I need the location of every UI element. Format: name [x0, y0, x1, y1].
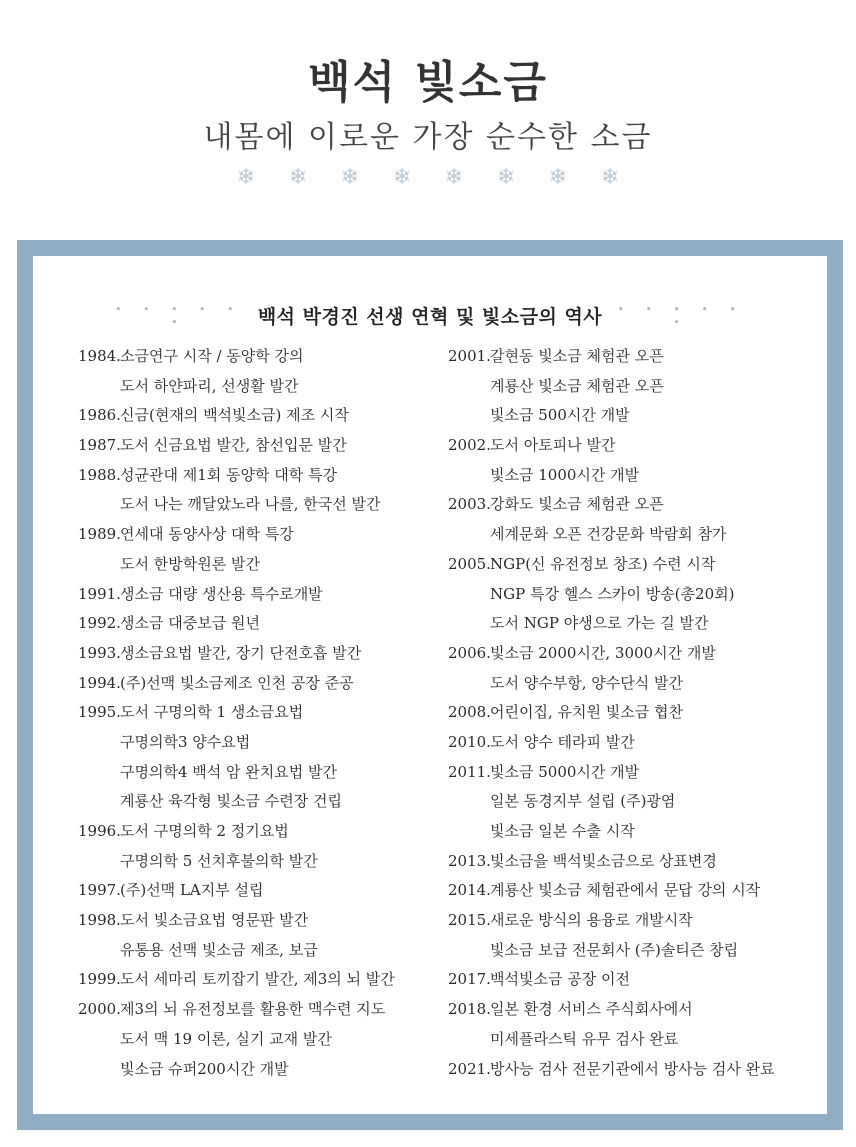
timeline-text: 어린이집, 유치원 빛소금 협찬 — [490, 703, 683, 722]
timeline-year: 1992. — [78, 614, 121, 633]
timeline-text: 도서 맥 19 이론, 실기 교재 발간 — [120, 1029, 332, 1048]
timeline-row — [78, 728, 438, 758]
timeline-row — [448, 490, 818, 520]
timeline-year: 2000. — [78, 1000, 121, 1019]
timeline-year: 2011. — [448, 762, 491, 781]
timeline-year: 1988. — [78, 465, 121, 484]
timeline-row — [448, 639, 818, 669]
timeline-text: 생소금 대중보급 원년 — [120, 614, 260, 633]
timeline-row — [448, 698, 818, 728]
page-title: 백석 빛소금 — [308, 57, 548, 108]
timeline-row — [78, 817, 438, 847]
timeline-text: (주)선맥 LA지부 설립 — [120, 881, 264, 900]
timeline-text: 도서 빛소금요법 영문판 발간 — [120, 911, 309, 930]
timeline-row — [448, 1055, 818, 1085]
timeline-year: 2017. — [448, 970, 491, 989]
timeline-text: 빛소금 500시간 개발 — [490, 406, 630, 425]
timeline-text: 빛소금 슈퍼200시간 개발 — [120, 1059, 289, 1078]
timeline-left-column — [78, 342, 438, 1084]
timeline-row — [448, 431, 818, 461]
timeline-row — [448, 936, 818, 966]
timeline-row — [78, 906, 438, 936]
snowflake-icon: ❄ — [548, 165, 568, 190]
timeline-row — [78, 580, 438, 610]
timeline-text: (주)선맥 빛소금제조 인천 공장 준공 — [120, 673, 354, 692]
timeline-year: 2010. — [448, 732, 491, 751]
timeline-text: 도서 세마리 토끼잡기 발간, 제3의 뇌 발간 — [120, 970, 395, 989]
timeline-year: 2005. — [448, 554, 491, 573]
timeline-row — [78, 1025, 438, 1055]
timeline-row — [78, 431, 438, 461]
timeline-year: 2018. — [448, 1000, 491, 1019]
timeline-year: 2002. — [448, 436, 491, 455]
timeline-row — [78, 965, 438, 995]
timeline-text: 구명의학 5 선치후불의학 발간 — [120, 851, 318, 870]
panel-header — [33, 302, 827, 329]
timeline-year: 2008. — [448, 703, 491, 722]
timeline-text: 빛소금 1000시간 개발 — [490, 465, 640, 484]
snowflake-icon: ❄ — [496, 165, 516, 190]
timeline-row — [448, 847, 818, 877]
timeline-text: 계룡산 육각형 빛소금 수련장 건립 — [120, 792, 342, 811]
timeline-row — [448, 817, 818, 847]
snowflake-icon: ❄ — [288, 165, 308, 190]
timeline-text: 성균관대 제1회 동양학 대학 특강 — [120, 465, 337, 484]
timeline-row — [448, 520, 818, 550]
dots-left: • • • • • • — [115, 302, 243, 329]
timeline-year: 1998. — [78, 911, 121, 930]
timeline-row — [78, 401, 438, 431]
timeline-year: 1995. — [78, 703, 121, 722]
timeline-year: 2013. — [448, 851, 491, 870]
timeline-row — [448, 758, 818, 788]
timeline-year: 2015. — [448, 911, 491, 930]
timeline-text: 도서 구명의학 2 정기요법 — [120, 822, 289, 840]
timeline-row — [448, 342, 818, 372]
timeline-year: 1994. — [78, 673, 121, 692]
timeline-row — [78, 876, 438, 906]
timeline-year: 1996. — [78, 822, 121, 840]
timeline-year: 1997. — [78, 881, 121, 900]
timeline-text: 새로운 방식의 용융로 개발시작 — [490, 911, 693, 930]
timeline-text: 도서 나는 깨달았노라 나를, 한국선 발간 — [120, 495, 381, 514]
timeline-text: 도서 아토피나 발간 — [490, 436, 616, 455]
timeline-row — [448, 609, 818, 639]
timeline-year: 1993. — [78, 643, 121, 662]
snowflake-divider — [0, 165, 856, 190]
timeline-text: 미세플라스틱 유무 검사 완료 — [490, 1029, 679, 1048]
timeline-row — [448, 372, 818, 402]
timeline-year: 1984. — [78, 347, 121, 365]
timeline-text: 백석빛소금 공장 이전 — [490, 970, 630, 989]
timeline-row — [78, 758, 438, 788]
timeline-text: 신금(현재의 백석빛소금) 제조 시작 — [120, 406, 349, 425]
timeline-text: 소금연구 시작 / 동양학 강의 — [120, 347, 304, 365]
timeline-row — [448, 876, 818, 906]
history-panel — [33, 256, 827, 1114]
timeline-year: 1991. — [78, 584, 121, 603]
timeline-row — [448, 728, 818, 758]
timeline-text: 유통용 선맥 빛소금 제조, 보급 — [120, 940, 318, 959]
timeline-text: 계룡산 빛소금 체험관 오픈 — [490, 376, 664, 395]
snowflake-icon: ❄ — [600, 165, 620, 190]
timeline-row — [448, 550, 818, 580]
panel-title: 백석 박경진 선생 연혁 및 빛소금의 역사 — [257, 306, 603, 328]
timeline-text: NGP(신 유전정보 창조) 수련 시작 — [490, 554, 716, 573]
timeline-text: 강화도 빛소금 체험관 오픈 — [490, 495, 664, 514]
timeline-year: 1987. — [78, 436, 121, 455]
timeline-text: 세계문화 오픈 건강문화 박람회 참가 — [490, 525, 727, 544]
timeline-row — [448, 669, 818, 699]
timeline-text: 구명의학4 백석 암 완치요법 발간 — [120, 762, 337, 781]
timeline-text: 빛소금을 백석빛소금으로 상표변경 — [490, 851, 717, 870]
timeline-text: 일본 동경지부 설립 (주)광염 — [490, 792, 676, 811]
timeline-year: 2021. — [448, 1059, 491, 1078]
snowflake-icon: ❄ — [392, 165, 412, 190]
timeline-text: 도서 한방학원론 발간 — [120, 554, 260, 573]
timeline-year: 2003. — [448, 495, 491, 514]
timeline-text: 도서 신금요법 발간, 참선입문 발간 — [120, 436, 347, 455]
timeline-right-column — [448, 342, 818, 1084]
timeline-row — [78, 461, 438, 491]
timeline-text: 연세대 동양사상 대학 특강 — [120, 525, 294, 544]
timeline-text: 도서 양수부항, 양수단식 발간 — [490, 673, 683, 692]
timeline-row — [78, 520, 438, 550]
timeline-text: 빛소금 2000시간, 3000시간 개발 — [490, 643, 716, 662]
timeline-text: 구명의학3 양수요법 — [120, 732, 251, 751]
timeline-row — [78, 490, 438, 520]
timeline-text: NGP 특강 헬스 스카이 방송(총20회) — [490, 584, 735, 603]
snowflake-icon: ❄ — [444, 165, 464, 190]
timeline-row — [78, 936, 438, 966]
timeline-text: 빛소금 보급 전문회사 (주)솔티즌 창립 — [490, 940, 739, 959]
timeline-text: 갈현동 빛소금 체험관 오픈 — [490, 347, 664, 365]
timeline-row — [448, 787, 818, 817]
timeline-text: 계룡산 빛소금 체험관에서 문답 강의 시작 — [490, 881, 761, 900]
timeline-row — [448, 461, 818, 491]
timeline-row — [448, 906, 818, 936]
timeline-text: 제3의 뇌 유전정보를 활용한 맥수련 지도 — [120, 1000, 386, 1019]
timeline-row — [448, 995, 818, 1025]
timeline-year: 1989. — [78, 525, 121, 544]
snowflake-icon: ❄ — [236, 165, 256, 190]
timeline-text: 생소금요법 발간, 장기 단전호흡 발간 — [120, 643, 362, 662]
timeline-row — [78, 550, 438, 580]
timeline-row — [78, 342, 438, 372]
timeline-text: 도서 구명의학 1 생소금요법 — [120, 703, 304, 722]
timeline-text: 도서 하얀파리, 선생활 발간 — [120, 376, 299, 395]
timeline-row — [78, 847, 438, 877]
timeline-text: 생소금 대량 생산용 특수로개발 — [120, 584, 323, 603]
timeline-row — [448, 1025, 818, 1055]
timeline-year: 2014. — [448, 881, 491, 900]
timeline-row — [78, 787, 438, 817]
timeline-text: 도서 NGP 야생으로 가는 길 발간 — [490, 614, 709, 633]
history-frame — [17, 240, 843, 1130]
snowflake-icon: ❄ — [340, 165, 360, 190]
timeline-row — [78, 372, 438, 402]
timeline-row — [448, 580, 818, 610]
timeline-row — [78, 639, 438, 669]
timeline-row — [78, 698, 438, 728]
timeline-row — [78, 669, 438, 699]
timeline-text: 방사능 검사 전문기관에서 방사능 검사 완료 — [490, 1059, 775, 1078]
timeline-year: 1986. — [78, 406, 121, 425]
timeline-text: 일본 환경 서비스 주식회사에서 — [490, 1000, 693, 1019]
dots-right: • • • • • • — [617, 302, 745, 329]
timeline-year: 1999. — [78, 970, 121, 989]
timeline-year: 2006. — [448, 643, 491, 662]
timeline-row — [78, 609, 438, 639]
timeline-text: 빛소금 5000시간 개발 — [490, 762, 640, 781]
timeline-row — [78, 995, 438, 1025]
timeline-row — [78, 1055, 438, 1085]
page-subtitle: 내몸에 이로운 가장 순수한 소금 — [203, 120, 653, 155]
timeline-text: 도서 양수 테라피 발간 — [490, 732, 635, 751]
timeline-text: 빛소금 일본 수출 시작 — [490, 822, 635, 840]
timeline-row — [448, 965, 818, 995]
timeline-row — [448, 401, 818, 431]
timeline-year: 2001. — [448, 347, 491, 365]
